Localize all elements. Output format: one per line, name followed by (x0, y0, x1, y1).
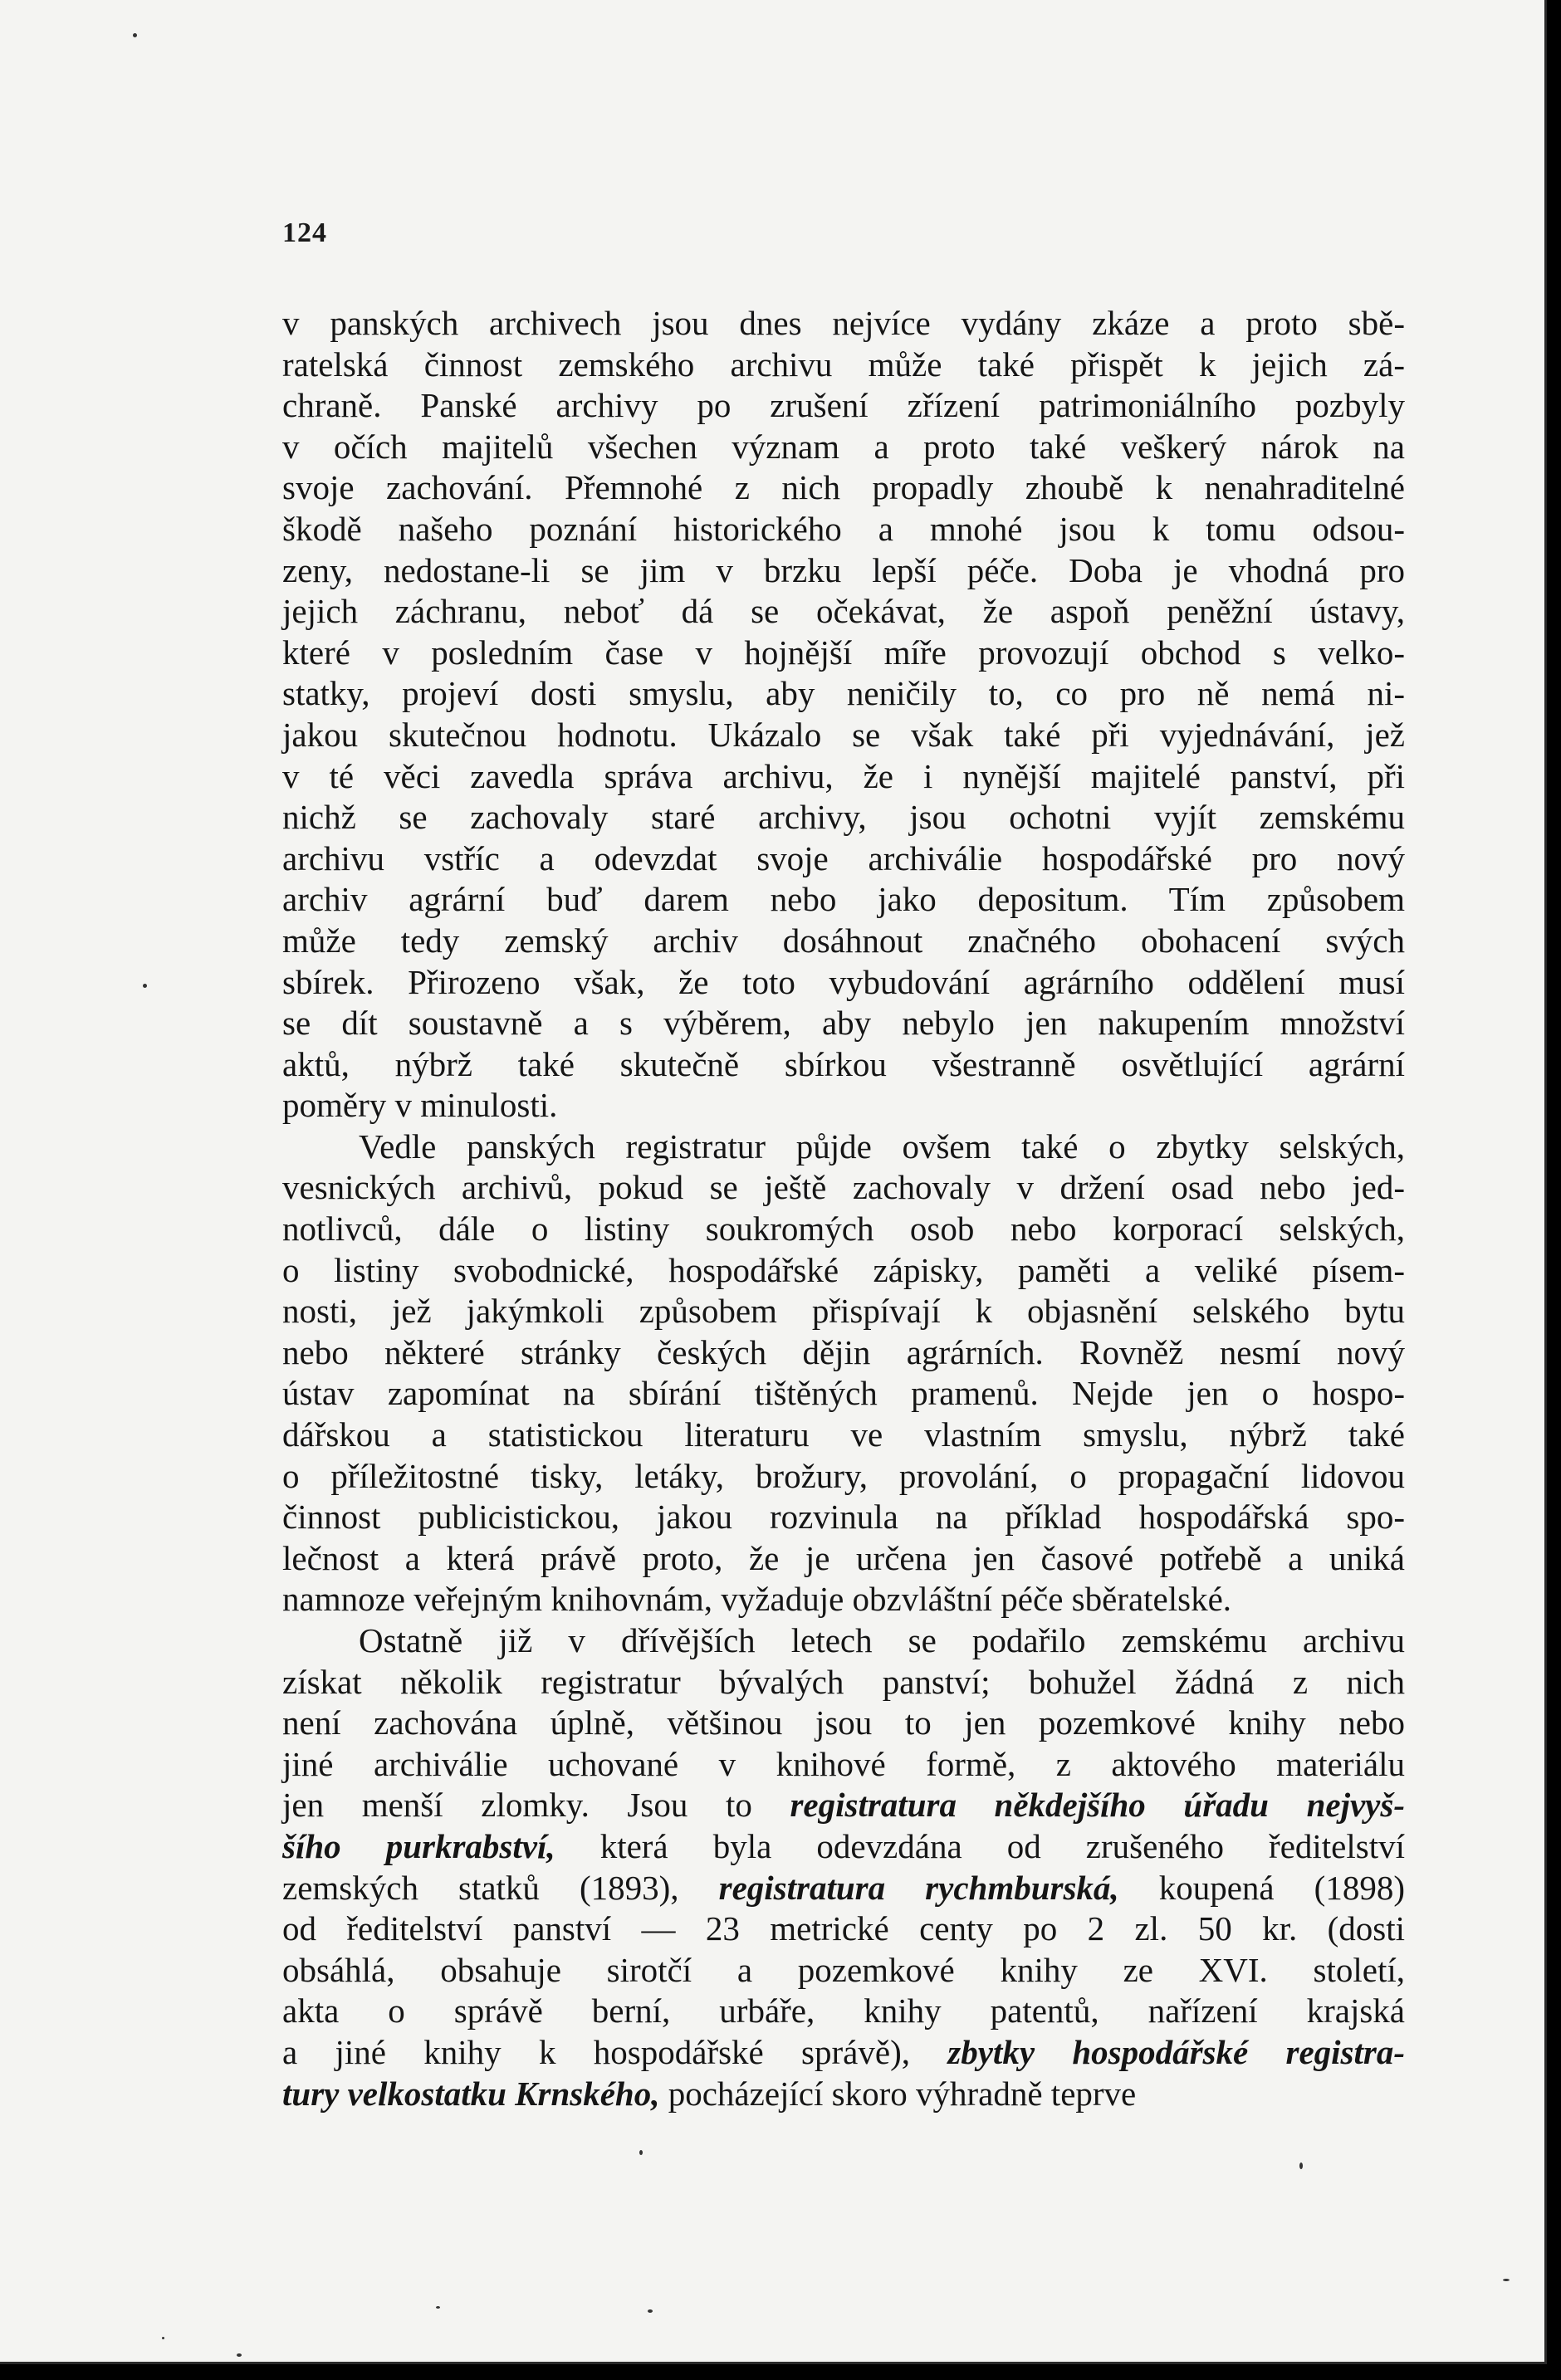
text-line: ústav zapomínat na sbírání tištěných pramenů. Nejde jen o hospo- (282, 1374, 1405, 1413)
scan-speck (1299, 2163, 1303, 2169)
scan-speck (648, 2309, 653, 2313)
text-line: získat několik registratur bývalých panství; bohužel žádná z nich (282, 1662, 1405, 1701)
text-line: obsáhlá, obsahuje sirotčí a pozemkové knihy ze XVI. století, (282, 1950, 1405, 1989)
text-line: které v posledním čase v hojnější míře provozují obchod s velko- (282, 633, 1405, 672)
text-line: archivu vstříc a odevzdat svoje archiválie hospodářské pro nový (282, 838, 1405, 877)
text-line: chraně. Panské archivy po zrušení zřízení patrimoniálního pozbyly (282, 386, 1405, 425)
text-line: sbírek. Přirozeno však, že toto vybudování agrárního oddělení musí (282, 962, 1405, 1001)
text-line: není zachována úplně, většinou jsou to jen pozemkové knihy nebo (282, 1703, 1405, 1742)
text-line: Vedle panských registratur půjde ovšem také o zbytky selských, (359, 1126, 1405, 1166)
text-line: činnost publicistickou, jakou rozvinula na příklad hospodářská spo- (282, 1498, 1405, 1537)
text-line: ratelská činnost zemského archivu může také přispět k jejich zá- (282, 345, 1405, 384)
text-line: tury velkostatku Krnského, pocházející skoro výhradně teprve (282, 2074, 1137, 2113)
scan-speck (436, 2306, 440, 2309)
text-line: v očích majitelů všechen význam a proto také veškerý nárok na (282, 427, 1405, 466)
text-line: zemských statků (1893), registratura rychmburská, koupená (1898) (282, 1868, 1405, 1907)
text-line: statky, projeví dosti smyslu, aby neničily to, co pro ně nemá ni- (282, 674, 1405, 713)
text-line: akta o správě berní, urbáře, knihy patentů, nařízení krajská (282, 1991, 1405, 2031)
text-line: šího purkrabství, která byla odevzdána od zrušeného ředitelství (282, 1826, 1405, 1865)
body-text (282, 303, 1405, 2114)
text-line: od ředitelství panství — 23 metrické centy po 2 zl. 50 kr. (dosti (282, 1909, 1405, 1948)
text-line: Ostatně již v dřívějších letech se podařilo zemskému archivu (359, 1621, 1405, 1659)
text-line: zeny, nedostane-li se jim v brzku lepší péče. Doba je vhodná pro (282, 550, 1405, 589)
text-line: notlivců, dále o listiny soukromých osob nebo korporací selských, (282, 1210, 1405, 1249)
text-line: namnoze veřejným knihovnám, vyžaduje obzvláštní péče sběratelské. (282, 1580, 1232, 1619)
text-line: může tedy zemský archiv dosáhnout značného obohacení svých (282, 921, 1405, 960)
text-line: lečnost a která právě proto, že je určena jen časové potřebě a uniká (282, 1538, 1405, 1577)
paragraph-1 (282, 303, 1405, 1126)
text-line: jejich záchranu, neboť dá se očekávat, že aspoň peněžní ústavy, (282, 592, 1405, 631)
text-line: archiv agrární buď darem nebo jako depositum. Tím způsobem (282, 880, 1405, 919)
text-line: v panských archivech jsou dnes nejvíce vydány zkáze a proto sbě- (282, 304, 1405, 342)
text-line: o listiny svobodnické, hospodářské zápisky, paměti a veliké písem- (282, 1250, 1405, 1289)
scan-speck (162, 2337, 164, 2339)
text-line: vesnických archivů, pokud se ještě zachovaly v držení osad nebo jed- (282, 1168, 1405, 1207)
text-line: škodě našeho poznání historického a mnohé jsou k tomu odsou- (282, 509, 1405, 548)
paragraph-2 (282, 1126, 1405, 1620)
text-line: jen menší zlomky. Jsou to registratura někdejšího úřadu nejvyš- (282, 1786, 1405, 1825)
text-line: dářskou a statistickou literaturu ve vlastním smyslu, nýbrž také (282, 1415, 1405, 1454)
scan-speck (143, 984, 147, 988)
text-line: nebo některé stránky českých dějin agrárních. Rovněž nesmí nový (282, 1332, 1405, 1371)
scan-speck (639, 2150, 643, 2155)
text-line: poměry v minulosti. (282, 1086, 558, 1125)
text-line: v té věci zavedla správa archivu, že i nynější majitelé panství, při (282, 756, 1405, 795)
paragraph-3 (282, 1620, 1405, 2114)
text-line: o příležitostné tisky, letáky, brožury, provolání, o propagační lidovou (282, 1456, 1405, 1495)
text-line: jiné archiválie uchované v knihové formě, z aktového materiálu (282, 1744, 1405, 1783)
text-line: nichž se zachovaly staré archivy, jsou ochotni vyjít zemskému (282, 798, 1405, 837)
text-line: nosti, jež jakýmkoli způsobem přispívají k objasnění selského bytu (282, 1292, 1405, 1331)
page-number: 124 (282, 217, 327, 248)
scan-speck (237, 2353, 242, 2357)
text-line: svoje zachování. Přemnohé z nich propadly zhoubě k nenahraditelné (282, 468, 1405, 507)
text-line: jakou skutečnou hodnotu. Ukázalo se však také při vyjednávání, jež (282, 715, 1405, 754)
text-line: a jiné knihy k hospodářské správě), zbytky hospodářské registra- (282, 2032, 1406, 2071)
scan-speck (1503, 2279, 1510, 2281)
scan-speck (133, 33, 137, 37)
text-line: aktů, nýbrž také skutečně sbírkou všestranně osvětlující agrární (282, 1044, 1405, 1083)
text-line: se dít soustavně a s výběrem, aby nebylo jen nakupením množství (282, 1004, 1405, 1043)
